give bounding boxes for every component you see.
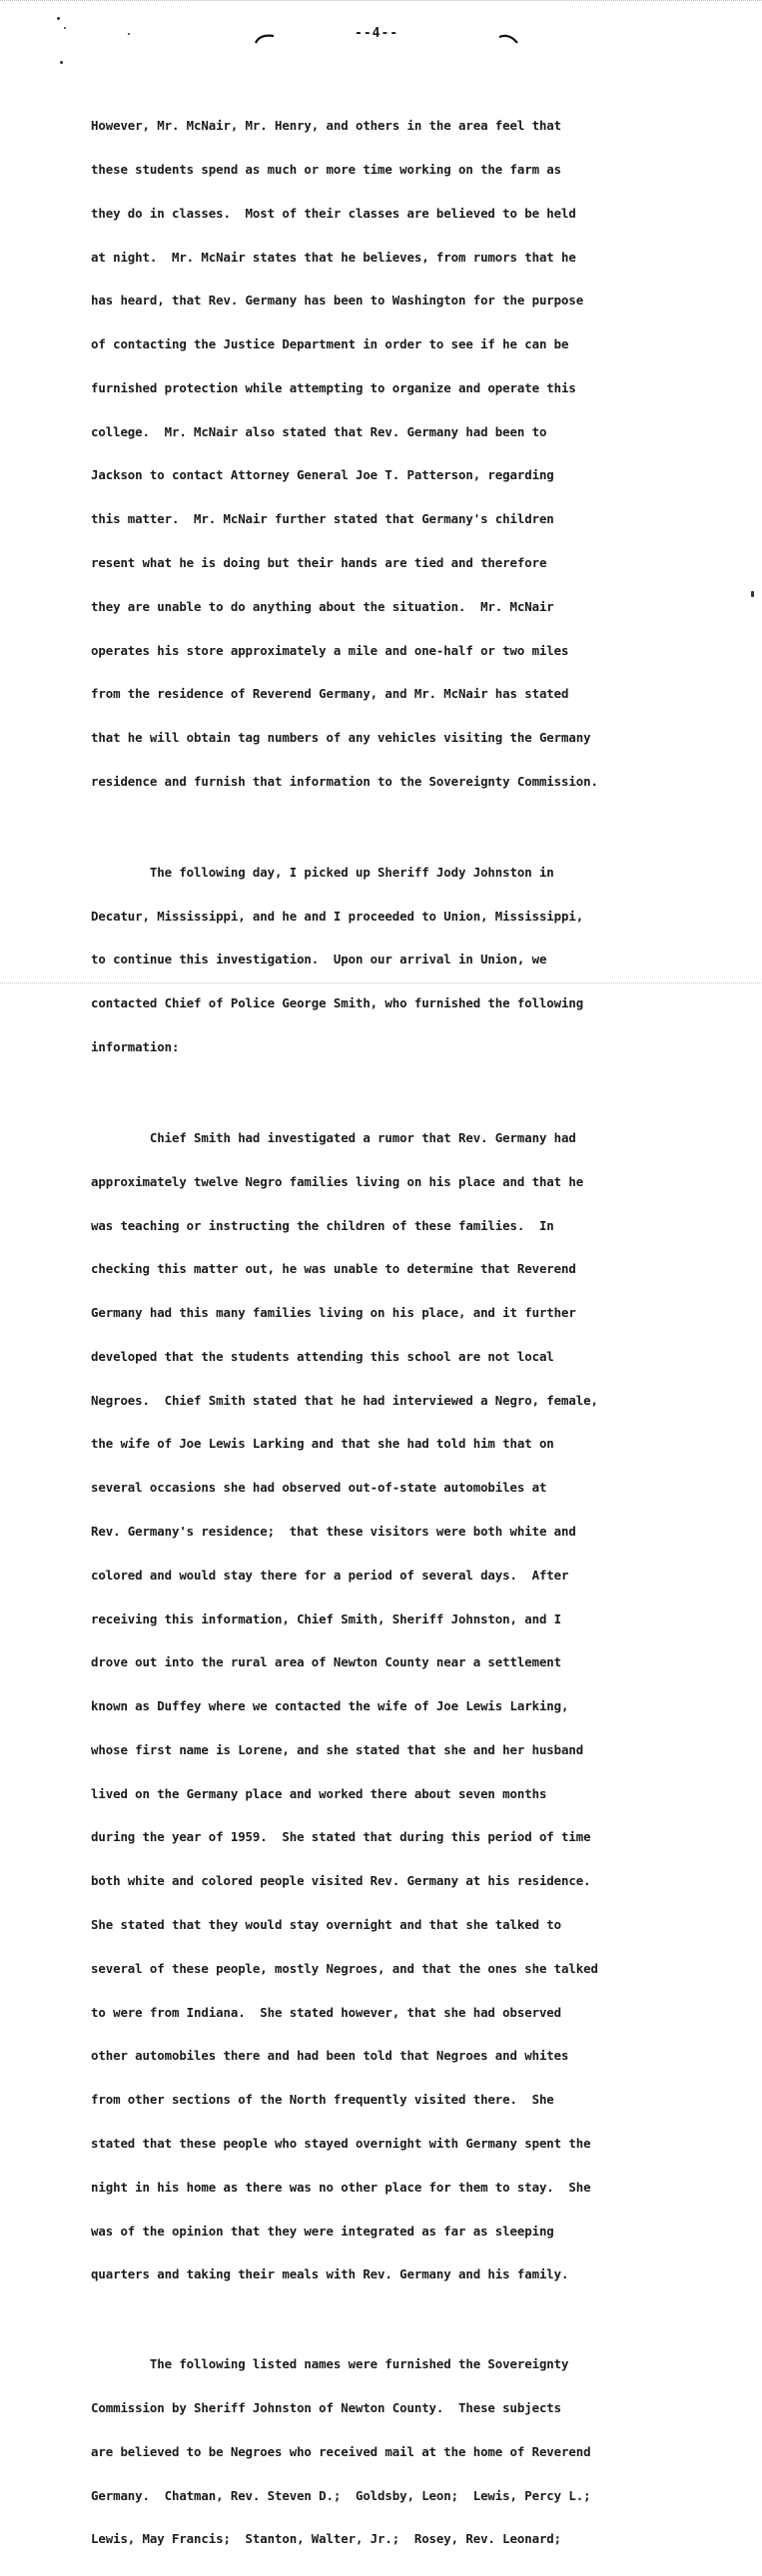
margin-mark: [751, 591, 754, 597]
scan-speck: [60, 61, 63, 64]
text-line: this matter. Mr. McNair further stated that Germany's children: [91, 511, 554, 527]
paragraph-gap: [91, 819, 720, 837]
text-line: Germany had this many families living on his place, and it further: [91, 1305, 576, 1321]
text-line: these students spend as much or more time working on the farm as: [91, 161, 562, 177]
text-line: known as Duffey where we contacted the wife of Joe Lewis Larking,: [91, 1698, 569, 1714]
page-number: --4--: [355, 26, 399, 41]
text-line: The following day, I picked up Sheriff Jody Johnston in: [91, 864, 554, 880]
text-line: lived on the Germany place and worked there about seven months: [91, 1785, 547, 1801]
text-line: Germany. Chatman, Rev. Steven D.; Goldsby, Leon; Lewis, Percy L.;: [91, 2487, 591, 2503]
text-line: developed that the students attending this school are not local: [91, 1348, 554, 1364]
document-body: [91, 90, 720, 2576]
text-line: are believed to be Negroes who received mail at the home of Reverend: [91, 2443, 591, 2459]
text-line: to were from Indiana. She stated however, that she had observed: [91, 2004, 562, 2020]
text-line: Lewis, May Francis; Stanton, Walter, Jr.; Rosey, Rev. Leonard;: [91, 2531, 562, 2547]
paragraph-chief-smith: [91, 1102, 720, 2311]
text-line: has heard, that Rev. Germany has been to Washington for the purpose: [91, 293, 584, 309]
text-line: Negroes. Chief Smith stated that he had interviewed a Negro, female,: [91, 1392, 598, 1408]
text-line: Chief Smith had investigated a rumor that Rev. Germany had: [91, 1129, 576, 1145]
text-line: resent what he is doing but their hands are tied and therefore: [91, 555, 547, 570]
text-line: She stated that they would stay overnight and that she talked to: [91, 1917, 562, 1933]
text-line: stated that these people who stayed overnight with Germany spent the: [91, 2135, 591, 2151]
top-edge-rule: [0, 0, 762, 4]
text-line: Commission by Sheriff Johnston of Newton County. These subjects: [91, 2400, 562, 2416]
paragraph-listed-names: [91, 2328, 720, 2576]
text-line: the wife of Joe Lewis Larking and that she had told him that on: [91, 1436, 554, 1452]
text-line: However, Mr. McNair, Mr. Henry, and others in the area feel that: [91, 118, 562, 134]
text-line: was of the opinion that they were integrated as far as sleeping: [91, 2223, 554, 2239]
text-line: from the residence of Reverend Germany, and Mr. McNair has stated: [91, 686, 569, 702]
text-line: Rev. Germany's residence; that these visitors were both white and: [91, 1524, 576, 1539]
text-line: both white and colored people visited Rev. Germany at his residence.: [91, 1873, 591, 1889]
paragraph-mcnair-report: [91, 90, 720, 819]
punch-hole-mark-left-icon: [254, 32, 276, 44]
text-line: that he will obtain tag numbers of any vehicles visiting the Germany: [91, 730, 591, 746]
text-line: they are unable to do anything about the situation. Mr. McNair: [91, 598, 554, 614]
text-line: they do in classes. Most of their classes are believed to be held: [91, 205, 576, 221]
text-line: Decatur, Mississippi, and he and I proceeded to Union, Mississippi,: [91, 908, 584, 924]
punch-hole-mark-right-icon: [497, 32, 519, 44]
scan-speck: [57, 17, 60, 20]
paragraph-gap: [91, 2311, 720, 2328]
text-line: night in his home as there was no other place for them to stay. She: [91, 2179, 591, 2195]
text-line: quarters and taking their meals with Rev. Germany and his family.: [91, 2266, 569, 2282]
bottom-edge-rule: [0, 982, 762, 983]
text-line: from other sections of the North frequently visited there. She: [91, 2092, 554, 2108]
text-line: approximately twelve Negro families living on his place and that he: [91, 1173, 584, 1189]
text-line: information:: [91, 1039, 180, 1054]
text-line: furnished protection while attempting to organize and operate this: [91, 379, 576, 395]
text-line: drove out into the rural area of Newton County near a settlement: [91, 1654, 562, 1670]
text-line: The following listed names were furnished the Sovereignty: [91, 2356, 569, 2372]
scan-speck: [64, 27, 66, 29]
text-line: during the year of 1959. She stated that during this period of time: [91, 1829, 591, 1845]
paragraph-gap: [91, 1084, 720, 1102]
text-line: residence and furnish that information to the Sovereignty Commission.: [91, 773, 598, 789]
text-line: of contacting the Justice Department in order to see if he can be: [91, 336, 569, 352]
text-line: several occasions she had observed out-of-state automobiles at: [91, 1480, 547, 1496]
paragraph-union-visit: [91, 837, 720, 1084]
text-line: Jackson to contact Attorney General Joe T. Patterson, regarding: [91, 467, 554, 483]
text-line: operates his store approximately a mile and one-half or two miles: [91, 642, 569, 658]
text-line: at night. Mr. McNair states that he believes, from rumors that he: [91, 249, 576, 265]
text-line: college. Mr. McNair also stated that Rev. Germany had been to: [91, 423, 547, 439]
text-line: colored and would stay there for a period of several days. After: [91, 1567, 569, 1583]
text-line: several of these people, mostly Negroes, and that the ones she talked: [91, 1960, 598, 1976]
text-line: to continue this investigation. Upon our arrival in Union, we: [91, 952, 547, 967]
text-line: contacted Chief of Police George Smith, who furnished the following: [91, 995, 584, 1011]
text-line: whose first name is Lorene, and she stated that she and her husband: [91, 1741, 584, 1757]
text-line: other automobiles there and had been told that Negroes and whites: [91, 2048, 569, 2064]
text-line: checking this matter out, he was unable to determine that Reverend: [91, 1261, 576, 1277]
text-line: receiving this information, Chief Smith, Sheriff Johnston, and I: [91, 1610, 562, 1626]
text-line: was teaching or instructing the children of these families. In: [91, 1217, 554, 1233]
scan-speck: [128, 33, 130, 35]
